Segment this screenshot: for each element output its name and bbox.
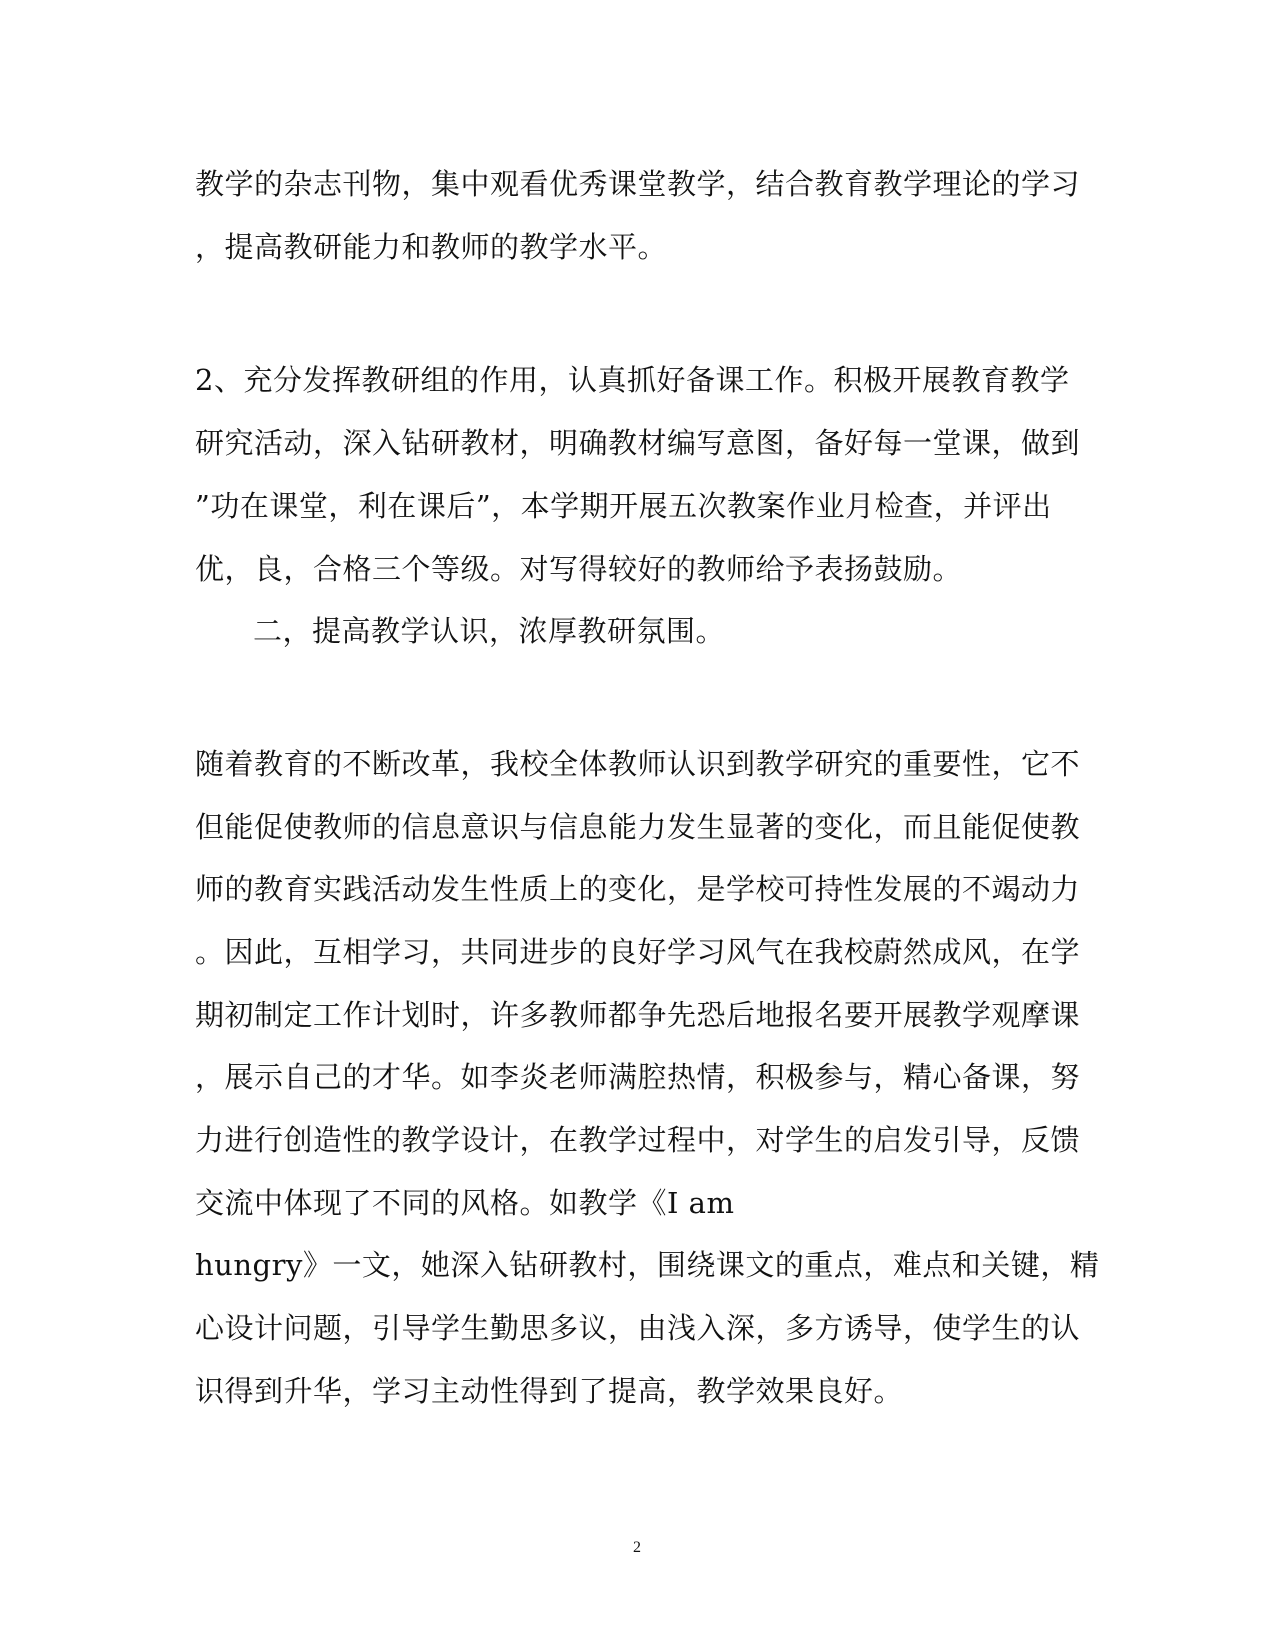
paragraph-line: 师的教育实践活动发生性质上的变化，是学校可持性发展的不竭动力 <box>195 872 1081 906</box>
paragraph-line: ，提高教研能力和教师的教学水平。 <box>195 230 668 264</box>
paragraph-line: 2、充分发挥教研组的作用，认真抓好备课工作。积极开展教育教学 <box>195 363 1070 397</box>
paragraph-line: 随着教育的不断改革，我校全体教师认识到教学研究的重要性，它不 <box>195 747 1081 781</box>
paragraph-line: 教学的杂志刊物，集中观看优秀课堂教学，结合教育教学理论的学习 <box>195 167 1081 201</box>
paragraph-line: ”功在课堂，利在课后”，本学期开展五次教案作业月检查，并评出 <box>195 489 1052 523</box>
paragraph-line: 。因此，互相学习，共同进步的良好学习风气在我校蔚然成风，在学 <box>195 935 1081 969</box>
section-heading: 二，提高教学认识，浓厚教研氛围。 <box>253 614 726 648</box>
paragraph-line: 期初制定工作计划时，许多教师都争先恐后地报名要开展教学观摩课 <box>195 998 1081 1032</box>
paragraph-line: 但能促使教师的信息意识与信息能力发生显著的变化，而且能促使教 <box>195 810 1081 844</box>
paragraph-line: 心设计问题，引导学生勤思多议，由浅入深，多方诱导，使学生的认 <box>195 1311 1081 1345</box>
paragraph-line: hungry》一文，她深入钻研教村，围绕课文的重点，难点和关键，精 <box>195 1248 1100 1282</box>
paragraph-line: 识得到升华，学习主动性得到了提高，教学效果良好。 <box>195 1374 904 1408</box>
paragraph-line: 优，良，合格三个等级。对写得较好的教师给予表扬鼓励。 <box>195 552 963 586</box>
paragraph-line: 交流中体现了不同的风格。如教学《I am <box>195 1186 735 1220</box>
paragraph-line: 力进行创造性的教学设计，在教学过程中，对学生的启发引导，反馈 <box>195 1123 1081 1157</box>
paragraph-line: 研究活动，深入钻研教材，明确教材编写意图，备好每一堂课，做到 <box>195 426 1081 460</box>
page-number: 2 <box>633 1539 641 1556</box>
paragraph-line: ，展示自己的才华。如李炎老师满腔热情，积极参与，精心备课，努 <box>195 1060 1081 1094</box>
